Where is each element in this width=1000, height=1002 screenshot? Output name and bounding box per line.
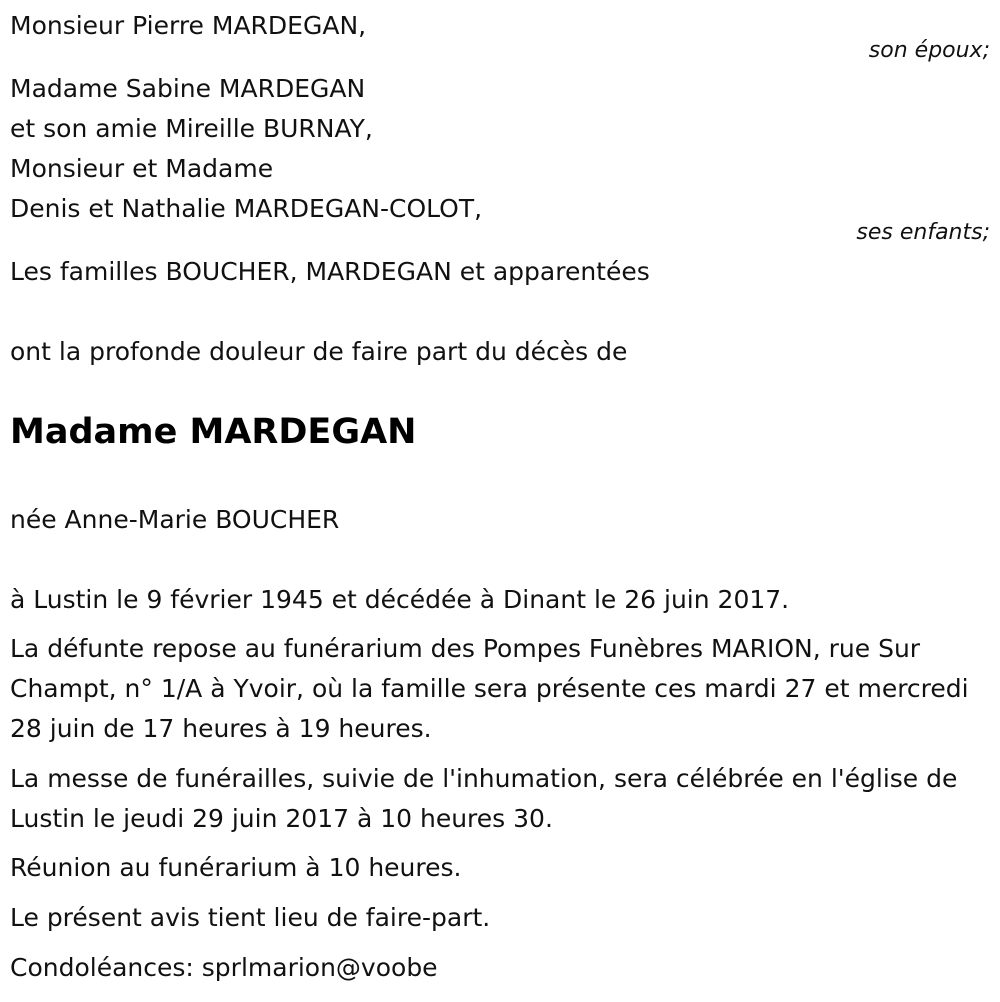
children-role: ses enfants; bbox=[856, 220, 990, 245]
spouse-role: son époux; bbox=[868, 38, 990, 63]
repose-paragraph: La défunte repose au funérarium des Pompes Funèbres MARION, rue Sur Champt, n° 1/A à Yvoir, où la famille sera présente ces mardi 27 et mercredi 28 juin de 17 heures à 19 heures. bbox=[10, 634, 969, 743]
families-line: Les familles BOUCHER, MARDEGAN et apparentées bbox=[10, 257, 650, 286]
deceased-name: Madame MARDEGAN bbox=[10, 412, 417, 452]
child-line-4: Denis et Nathalie MARDEGAN-COLOT, bbox=[10, 194, 483, 223]
meeting-line: Réunion au funérarium à 10 heures. bbox=[10, 853, 462, 882]
child-line-2: et son amie Mireille BURNAY, bbox=[10, 114, 373, 143]
notice-line: Le présent avis tient lieu de faire-part. bbox=[10, 903, 491, 932]
birth-name: née Anne-Marie BOUCHER bbox=[10, 505, 340, 534]
funeral-paragraph: La messe de funérailles, suivie de l'inhumation, sera célébrée en l'église de Lustin le jeudi 29 juin 2017 à 10 heures 30. bbox=[10, 764, 958, 833]
life-dates: à Lustin le 9 février 1945 et décédée à Dinant le 26 juin 2017. bbox=[10, 585, 790, 614]
child-line-1: Madame Sabine MARDEGAN bbox=[10, 74, 366, 103]
child-line-3: Monsieur et Madame bbox=[10, 154, 274, 183]
condolences-line: Condoléances: sprlmarion@voobe bbox=[10, 953, 438, 982]
spouse-name: Monsieur Pierre MARDEGAN, bbox=[10, 11, 367, 40]
announcement-text: ont la profonde douleur de faire part du décès de bbox=[10, 337, 628, 366]
